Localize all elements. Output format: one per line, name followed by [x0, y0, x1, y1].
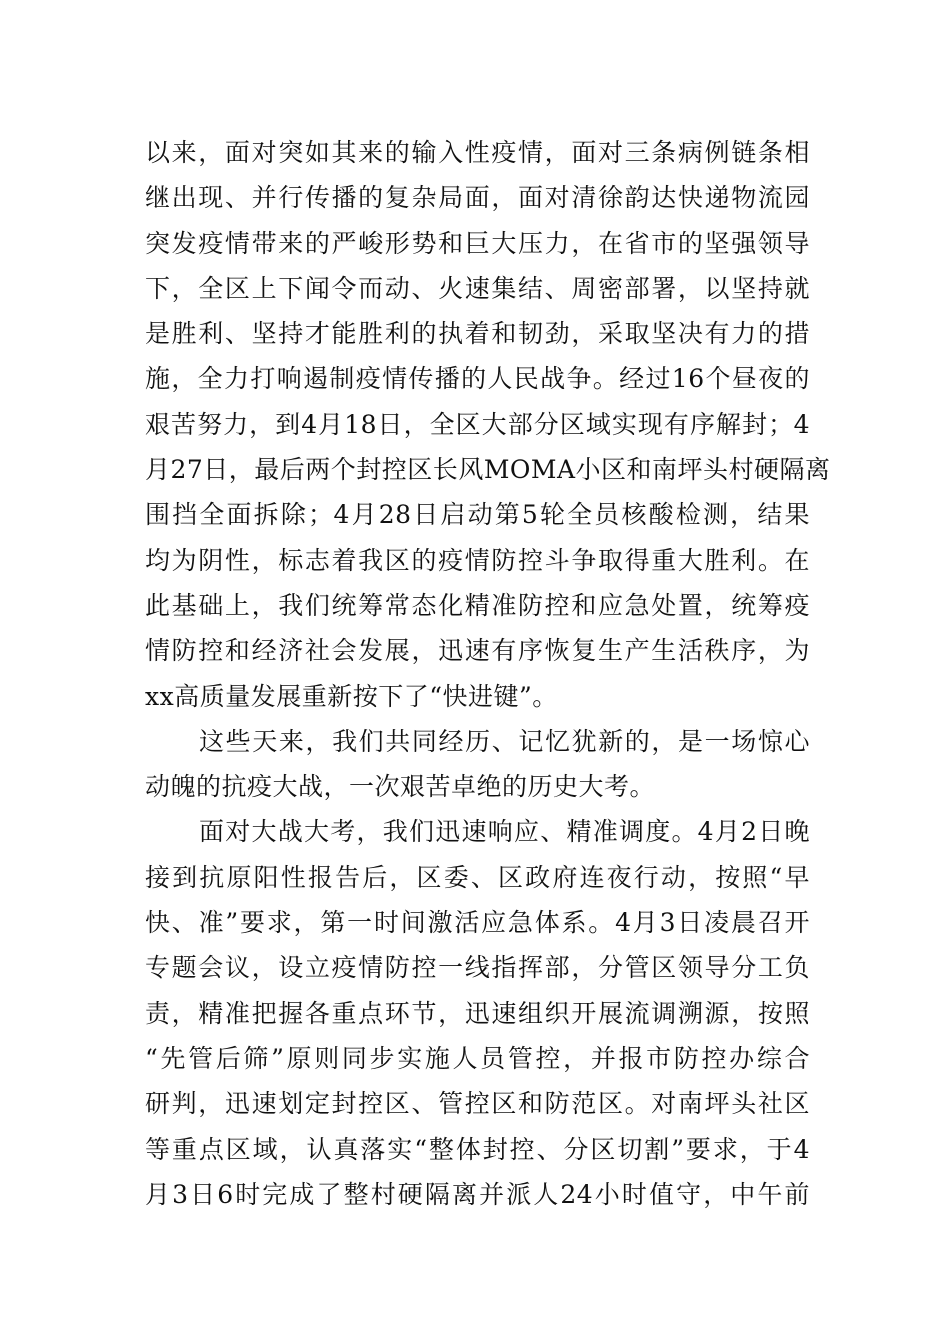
paragraph-1-line-4: 下，全区上下闻令而动、火速集结、周密部署，以坚持就	[145, 273, 810, 303]
paragraph-3-line-8: 等重点区域，认真落实“整体封控、分区切割”要求，于4	[145, 1134, 810, 1164]
paragraph-1-line-8: 月27日，最后两个封控区长风MOMA小区和南坪头村硬隔离	[145, 455, 831, 485]
paragraph-1-line-7: 艰苦努力，到4月18日，全区大部分区域实现有序解封；4	[145, 409, 810, 439]
paragraph-3-line-7: 研判，迅速划定封控区、管控区和防范区。对南坪头社区	[145, 1089, 810, 1119]
document-body	[145, 130, 831, 1217]
paragraph-1-line-13: xx高质量发展重新按下了“快进键”。	[145, 681, 558, 711]
paragraph-3-line-3: 快、准”要求，第一时间激活应急体系。4月3日凌晨召开	[145, 908, 810, 938]
paragraph-1-line-10: 均为阴性，标志着我区的疫情防控斗争取得重大胜利。在	[145, 545, 810, 575]
paragraph-1-line-5: 是胜利、坚持才能胜利的执着和韧劲，采取坚决有力的措	[145, 319, 810, 349]
paragraph-1-line-9: 围挡全面拆除；4月28日启动第5轮全员核酸检测，结果	[145, 500, 810, 530]
paragraph-2-line-2: 动魄的抗疫大战，一次艰苦卓绝的历史大考。	[145, 772, 656, 802]
paragraph-1-line-6: 施，全力打响遏制疫情传播的人民战争。经过16个昼夜的	[145, 364, 810, 394]
paragraph-2-line-1: 这些天来，我们共同经历、记忆犹新的，是一场惊心	[199, 726, 810, 756]
paragraph-1-line-3: 突发疫情带来的严峻形势和巨大压力，在省市的坚强领导	[145, 228, 810, 258]
paragraph-3-line-6: “先管后筛”原则同步实施人员管控，并报市防控办综合	[145, 1043, 810, 1073]
paragraph-1-line-12: 情防控和经济社会发展，迅速有序恢复生产生活秩序，为	[145, 636, 810, 666]
paragraph-1-line-11: 此基础上，我们统筹常态化精准防控和应急处置，统筹疫	[145, 590, 810, 620]
paragraph-3-line-1: 面对大战大考，我们迅速响应、精准调度。4月2日晚	[199, 817, 810, 847]
paragraph-3-line-2: 接到抗原阳性报告后，区委、区政府连夜行动，按照“早	[145, 862, 810, 892]
paragraph-1-line-2: 继出现、并行传播的复杂局面，面对清徐韵达快递物流园	[145, 183, 810, 213]
paragraph-3-line-5: 责，精准把握各重点环节，迅速组织开展流调溯源，按照	[145, 998, 810, 1028]
paragraph-1-line-1: 以来，面对突如其来的输入性疫情，面对三条病例链条相	[145, 138, 810, 167]
paragraph-3-line-9: 月3日6时完成了整村硬隔离并派人24小时值守，中午前	[145, 1179, 810, 1209]
paragraph-3-line-4: 专题会议，设立疫情防控一线指挥部，分管区领导分工负	[145, 953, 810, 983]
